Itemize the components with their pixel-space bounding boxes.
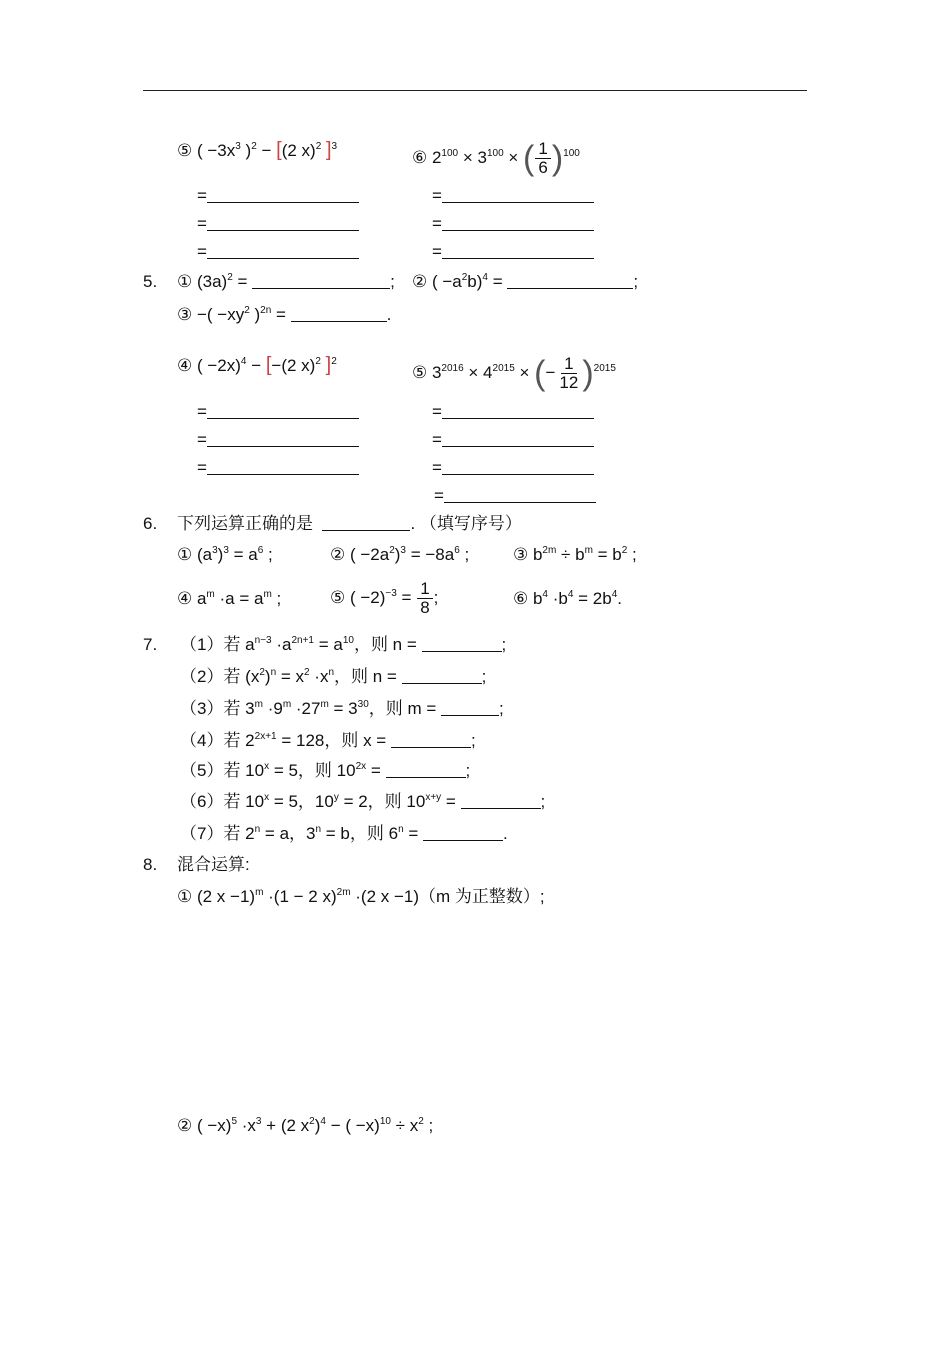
q7-item-1: （1）若 $a^{n-3} \cdot a^{2n+1} = a^{10}$，则 n = ; (180, 635, 507, 654)
q8-stem: 混合运算: (177, 855, 250, 874)
q6-option-4: ④ $a^m \cdot a = a^m$ ; (177, 589, 282, 608)
q5-item2: ② ( $-a^2b)^4$ = ; (412, 272, 639, 291)
q5-item3: ③ −( $-xy^2$ )$^{2n}$ = . (177, 305, 392, 324)
answer-line[interactable]: = (197, 458, 359, 478)
q7-item-2: （2）若 $(x^2)^n = x^2 \cdot x^n$，则 n = ; (180, 667, 487, 686)
answer-line[interactable]: = (197, 242, 359, 262)
q5-item1: ① $(3a)^2$ = ; (177, 272, 395, 291)
answer-line[interactable]: = (434, 486, 596, 506)
answer-line[interactable]: = (432, 430, 594, 450)
answer-line[interactable]: = (432, 186, 594, 206)
q5-number: 5. (143, 272, 158, 291)
q6-option-1: ① $(a^3)^3 = a^6$ ; (177, 545, 273, 564)
q7-item-5: （5）若 $10^x = 5$，则 $10^{2x}$ = ; (180, 761, 471, 780)
q7-item-3: （3）若 $3^m \cdot 9^m \cdot 27^m = 3^{30}$，则 m = ; (180, 699, 504, 718)
q6-option-2: ② ( $-2a^2)^3 = -8a^6$ ; (330, 545, 470, 564)
q8-item-1: ① (2 x −1)$^m$ ·(1 − 2 x)$^{2m}$ ·(2 x −1)（m 为正整数）; (177, 887, 545, 906)
q7-number: 7. (143, 635, 158, 654)
answer-line[interactable]: = (197, 186, 359, 206)
q6-option-5: ⑤ ( −2)$^{-3}$ = $\frac{1}{8}$ ; (330, 579, 439, 617)
q6-number: 6. (143, 514, 158, 533)
answer-line[interactable]: = (432, 458, 594, 478)
q4-item6: ⑥ $2^{100} \times 3^{100}$ × ( $\frac{1}{6}$ )$^{100}$ (412, 139, 580, 178)
q6-stem: 下列运算正确的是 . （填写序号） (177, 514, 522, 533)
q4-item5: ⑤ ( $-3x^3$ )$^2$ − [(2 x)$^2$ ]$^3$ (177, 139, 338, 161)
q7-item-7: （7）若 $2^n = a$，$3^n = b$，则 $6^n$ = . (180, 824, 508, 843)
q8-number: 8. (143, 855, 158, 874)
q5-item4: ④ ( −2x)$^4$ − [−(2 x)$^2$ ]$^2$ (177, 354, 337, 376)
q5-item5: ⑤ $3^{2016} \times 4^{2015}$ × (− $\frac{1}{12}$ )$^{2015}$ (412, 354, 616, 393)
answer-line[interactable]: = (432, 242, 594, 262)
q6-option-3: ③ $b^{2m} \div b^m = b^2$ ; (513, 545, 637, 564)
answer-line[interactable]: = (197, 214, 359, 234)
answer-line[interactable]: = (197, 430, 359, 450)
q6-option-6: ⑥ $b^4 \cdot b^4 = 2b^4$. (513, 589, 622, 608)
header-rule (143, 90, 807, 91)
q6-blank[interactable] (322, 515, 410, 531)
q7-item-4: （4）若 $2^{2x+1} = 128$，则 x = ; (180, 731, 476, 750)
q8-item-2: ② ( $-x)^5 \cdot x^3 + (2$ $x^2)^4$ − ( $-x)^{10} \div x^2$ ; (177, 1116, 434, 1135)
answer-line[interactable]: = (197, 402, 359, 422)
q7-item-6: （6）若 $10^x = 5$，$10^y = 2$，则 $10^{x+y}$ = ; (180, 792, 546, 811)
answer-line[interactable]: = (432, 402, 594, 422)
answer-line[interactable]: = (432, 214, 594, 234)
